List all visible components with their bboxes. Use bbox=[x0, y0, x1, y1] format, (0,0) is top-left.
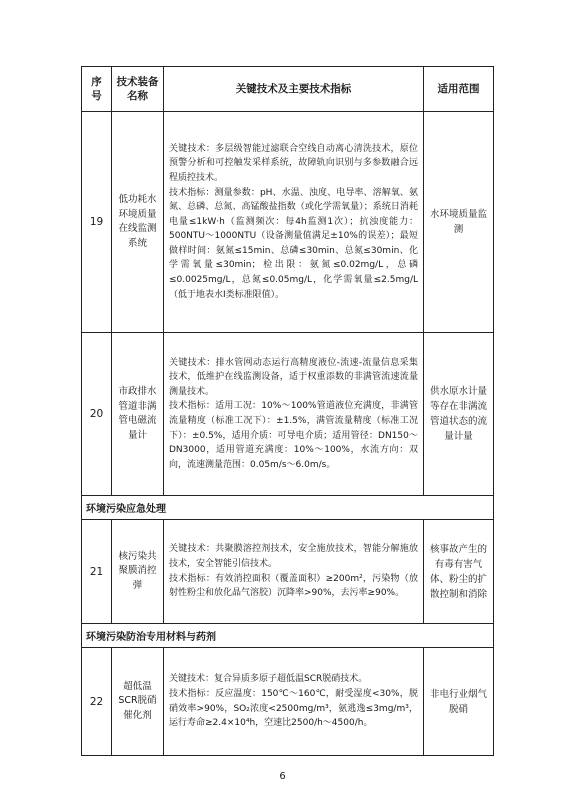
row-description bbox=[164, 520, 424, 624]
section-title: 环境污染防治专用材料与药剂 bbox=[82, 624, 494, 648]
header-seq: 序 号 bbox=[82, 67, 112, 112]
row-scope: 核事故产生的有毒有害气体、粉尘的扩散控制和消除 bbox=[424, 520, 494, 624]
row-seq: 20 bbox=[82, 333, 112, 496]
row-name: 市政排水管道非满管电磁流量计 bbox=[112, 333, 164, 496]
key-technology: 关键技术：多层级智能过滤联合空线自动离心清洗技术，原位预警分析和可控触发采样系统，故障轨向识别与多参数融合远程质控技术。 bbox=[169, 143, 418, 183]
row-scope: 供水原水计量等存在非满流管道状态的流量计量 bbox=[424, 333, 494, 496]
row-scope: 非电行业烟气脱硝 bbox=[424, 648, 494, 756]
section-row bbox=[82, 496, 494, 520]
row-seq: 19 bbox=[82, 112, 112, 333]
row-name: 核污染共聚膜消控弹 bbox=[112, 520, 164, 624]
row-description bbox=[164, 333, 424, 496]
header-name: 技术装备 名称 bbox=[112, 67, 164, 112]
row-seq: 21 bbox=[82, 520, 112, 624]
row-description bbox=[164, 112, 424, 333]
technology-table bbox=[81, 66, 494, 756]
key-technology: 关键技术：排水管网动态运行高精度液位-流速-流量信息采集技术，低维护在线监测设备，适于权重添数的非满管流速流量测量技术。 bbox=[169, 357, 418, 397]
header-scope: 适用范围 bbox=[424, 67, 494, 112]
table-row bbox=[82, 333, 494, 496]
table-row bbox=[82, 648, 494, 756]
row-description bbox=[164, 648, 424, 756]
technical-indicators: 技术指标：适用工况：10%～100%管道液位充满度，非满管流量精度（标准工况下）：±1.5%，满管流量精度（标准工况下）：±0.5%，适用介质：可导电介质；适用管径：DN150～DN3000，适用管道充满度：10%～100%，水流方向：双向，流速测量范围：0.05m/s～6.0m/s。 bbox=[169, 401, 418, 470]
row-name: 超低温SCR脱硝催化剂 bbox=[112, 648, 164, 756]
table-header-row bbox=[82, 67, 494, 112]
row-seq: 22 bbox=[82, 648, 112, 756]
technical-indicators: 技术指标：反应温度：150℃～160℃，耐受湿度<30%，脱硝效率>90%，SO₂浓度<2500mg/m³，氨逃逸≤3mg/m³，运行寿命≥2.4×10⁴h，空速比2500/h～4500/h。 bbox=[169, 688, 418, 729]
key-technology: 关键技术：共聚膜溶控剂技术，安全施放技术，智能分解施放技术，安全智能引信技术。 bbox=[169, 544, 418, 569]
table-row bbox=[82, 112, 494, 333]
page-number: 6 bbox=[279, 771, 286, 782]
row-name: 低功耗水环境质量在线监测系统 bbox=[112, 112, 164, 333]
header-key: 关键技术及主要技术指标 bbox=[164, 67, 424, 112]
section-title: 环境污染应急处理 bbox=[82, 496, 494, 520]
technical-indicators: 技术指标：有效消控面积（覆盖面积）≥200m²，污染物（放射性粉尘和放化晶气溶胶）沉降率>90%，去污率≥90%。 bbox=[169, 573, 418, 599]
key-technology: 关键技术：复合异质多原子超低温SCR脱硝技术。 bbox=[169, 674, 368, 685]
technical-indicators: 技术指标：测量参数：pH、水温、浊度、电导率、溶解氧、氨氮、总磷、总氮、高锰酸盐指数（或化学需氧量）；系统日消耗电量≤1kW·h（监测频次：每4h监测1次）；抗浊度能力：500NTU～1000NTU（设备测量值满足±10%的误差）；最短做样时间：氨氮≤15min、总磷≤30min、总氮≤30min、化学需氧量≤30min；检出限：氨氮≤0.02mg/L，总磷≤0.0025mg/L，总氮≤0.05mg/L，化学需氧量≤2.5mg/L（低于地表水Ⅰ类标准限值）。 bbox=[169, 187, 418, 300]
section-row bbox=[82, 624, 494, 648]
row-scope: 水环境质量监测 bbox=[424, 112, 494, 333]
table-row bbox=[82, 520, 494, 624]
